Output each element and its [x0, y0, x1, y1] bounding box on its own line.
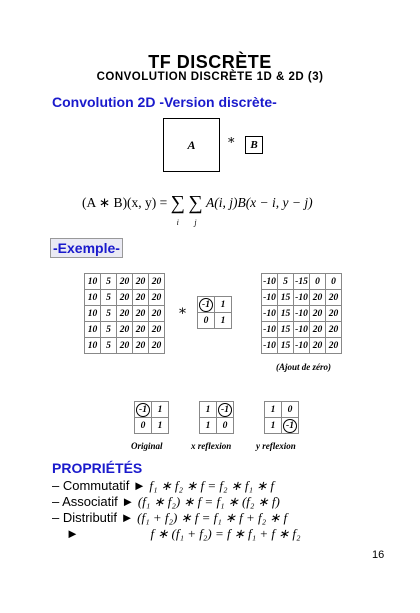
matrix-cell: 20: [117, 338, 133, 354]
box-a: A: [163, 118, 220, 172]
matrix-cell: 5: [101, 338, 117, 354]
matrix-cell: 10: [85, 306, 101, 322]
matrix-cell: 20: [149, 338, 165, 354]
matrix-row: [85, 322, 165, 338]
matrix-row: [262, 306, 342, 322]
matrix-cell: 0: [326, 274, 342, 290]
matrix-row: [265, 418, 299, 434]
matrix-cell: 1: [200, 402, 217, 418]
property-equation: f₁ ∗ f₂ ∗ f = f₂ ∗ f₁ ∗ f: [149, 478, 274, 493]
page-number: 16: [372, 549, 385, 561]
properties-heading: PROPRIÉTÉS: [52, 460, 143, 476]
section-heading: Convolution 2D -Version discrète-: [52, 94, 277, 110]
caption-original: Original: [131, 441, 163, 451]
matrix-cell: -10: [294, 306, 310, 322]
matrix-cell: 5: [101, 322, 117, 338]
origin-marker: -1: [136, 403, 150, 417]
kernel-matrix: [197, 296, 232, 329]
matrix-cell: 20: [326, 290, 342, 306]
matrix-cell: 5: [278, 274, 294, 290]
matrix-cell: 20: [117, 306, 133, 322]
matrix-cell: 1: [200, 418, 217, 434]
matrix-cell: 10: [85, 274, 101, 290]
convolution-operator-example: *: [179, 306, 186, 322]
matrix-cell: 20: [310, 290, 326, 306]
property-equation: (f₁ ∗ f₂) ∗ f = f₁ ∗ (f₂ ∗ f): [137, 494, 280, 509]
input-matrix: [84, 273, 165, 354]
matrix-cell: 20: [149, 290, 165, 306]
matrix-row: [135, 402, 169, 418]
matrix-cell: [282, 418, 299, 434]
matrix-cell: -10: [262, 306, 278, 322]
matrix-row: [198, 297, 232, 313]
matrix-cell: 1: [215, 313, 232, 329]
matrix-row: [262, 274, 342, 290]
property-distributive: [52, 510, 287, 526]
matrix-cell: 0: [198, 313, 215, 329]
property-commutative: [52, 478, 274, 494]
matrix-cell: 20: [149, 306, 165, 322]
property-label: – Associatif ►: [52, 494, 135, 509]
property-label: ►: [66, 526, 79, 541]
matrix-row: [85, 306, 165, 322]
matrix-cell: 5: [101, 306, 117, 322]
matrix-row: [85, 290, 165, 306]
matrix-cell: -10: [262, 290, 278, 306]
matrix-cell: 20: [133, 290, 149, 306]
matrix-row: [200, 418, 234, 434]
matrix-cell: 20: [326, 338, 342, 354]
result-matrix: [261, 273, 342, 354]
matrix-cell: 15: [278, 290, 294, 306]
box-b: B: [245, 136, 263, 154]
matrix-cell: 0: [135, 418, 152, 434]
property-label: – Commutatif ►: [52, 478, 146, 493]
matrix-cell: 0: [217, 418, 234, 434]
matrix-cell: 1: [152, 418, 169, 434]
matrix-cell: -10: [262, 274, 278, 290]
page-subtitle: CONVOLUTION DISCRÈTE 1D & 2D (3): [96, 71, 324, 83]
reflection-x: [199, 401, 234, 434]
matrix-row: [135, 418, 169, 434]
matrix-cell: 20: [133, 322, 149, 338]
matrix-cell: 10: [85, 322, 101, 338]
matrix-cell: [217, 402, 234, 418]
matrix-row: [200, 402, 234, 418]
property-associative: [52, 494, 280, 510]
matrix-cell: 0: [282, 402, 299, 418]
sum-index-i: i: [176, 218, 179, 227]
matrix-cell: -10: [262, 322, 278, 338]
matrix-cell: 0: [310, 274, 326, 290]
caption-x-reflexion: x reflexion: [191, 441, 232, 451]
reflection-y: [264, 401, 299, 434]
origin-marker: -1: [199, 298, 213, 312]
matrix-cell: [198, 297, 215, 313]
reflection-original: [134, 401, 169, 434]
matrix-row: [262, 338, 342, 354]
matrix-cell: 5: [101, 274, 117, 290]
formula-rhs: A(i, j)B(x − i, y − j): [205, 195, 313, 210]
matrix-cell: -10: [262, 338, 278, 354]
matrix-cell: 20: [149, 322, 165, 338]
matrix-cell: 20: [310, 322, 326, 338]
property-equation: f ∗ (f₁ + f₂) = f ∗ f₁ + f ∗ f₂: [150, 526, 301, 541]
convolution-operator: *: [228, 136, 235, 151]
matrix-cell: 1: [152, 402, 169, 418]
caption-y-reflexion: y reflexion: [256, 441, 296, 451]
origin-marker: -1: [218, 403, 232, 417]
matrix-cell: 15: [278, 338, 294, 354]
sum-index-j: j: [194, 218, 197, 227]
property-equation: (f₁ + f₂) ∗ f = f₁ ∗ f + f₂ ∗ f: [137, 510, 288, 525]
matrix-cell: 15: [278, 322, 294, 338]
matrix-cell: 20: [326, 306, 342, 322]
matrix-row: [85, 274, 165, 290]
result-note: (Ajout de zéro): [276, 362, 331, 372]
matrix-cell: 15: [278, 306, 294, 322]
matrix-cell: 20: [117, 290, 133, 306]
matrix-cell: 20: [117, 274, 133, 290]
matrix-cell: -10: [294, 322, 310, 338]
matrix-cell: 20: [117, 322, 133, 338]
matrix-cell: 1: [265, 402, 282, 418]
matrix-cell: 1: [215, 297, 232, 313]
matrix-cell: 10: [85, 338, 101, 354]
matrix-cell: 20: [310, 306, 326, 322]
property-distributive-right: [66, 526, 301, 542]
sum-symbol-i: ∑: [170, 192, 185, 214]
matrix-cell: 20: [133, 338, 149, 354]
origin-marker: -1: [283, 419, 297, 433]
matrix-cell: -10: [294, 338, 310, 354]
matrix-row: [262, 322, 342, 338]
matrix-cell: 20: [326, 322, 342, 338]
property-label: – Distributif ►: [52, 510, 134, 525]
matrix-row: [198, 313, 232, 329]
matrix-row: [262, 290, 342, 306]
matrix-cell: 1: [265, 418, 282, 434]
convolution-formula: [82, 190, 313, 227]
matrix-cell: [135, 402, 152, 418]
matrix-cell: 10: [85, 290, 101, 306]
formula-lhs: (A ∗ B)(x, y) =: [82, 195, 168, 210]
matrix-cell: -15: [294, 274, 310, 290]
example-label: -Exemple-: [50, 238, 123, 258]
sum-symbol-j: ∑: [188, 192, 203, 214]
matrix-cell: 20: [133, 274, 149, 290]
matrix-cell: -10: [294, 290, 310, 306]
matrix-cell: 20: [133, 306, 149, 322]
matrix-cell: 5: [101, 290, 117, 306]
matrix-cell: 20: [310, 338, 326, 354]
page-title: TF DISCRÈTE: [148, 52, 272, 72]
matrix-cell: 20: [149, 274, 165, 290]
matrix-row: [85, 338, 165, 354]
matrix-row: [265, 402, 299, 418]
